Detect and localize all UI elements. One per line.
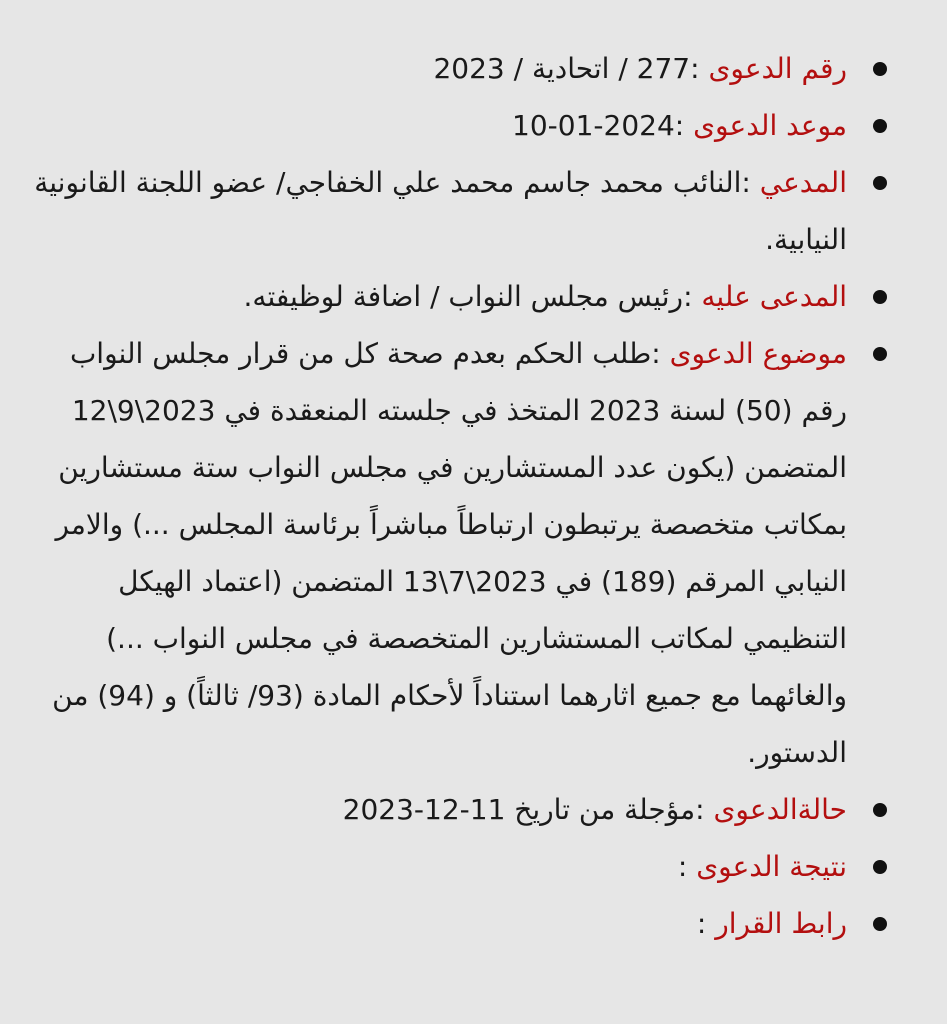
bullet-icon <box>873 347 887 361</box>
bullet-icon <box>873 860 887 874</box>
case-date-value: :2024-01-10 <box>512 109 685 142</box>
case-number-label: رقم الدعوى <box>708 52 847 85</box>
list-item-case-date <box>20 97 887 154</box>
case-status-label: حالةالدعوى <box>713 793 847 826</box>
list-item-case-subject <box>20 325 887 781</box>
list-item-decision-link <box>20 895 887 952</box>
list-item-case-result <box>20 838 887 895</box>
bullet-icon <box>873 62 887 76</box>
decision-link-label: رابط القرار <box>715 907 847 940</box>
bullet-icon <box>873 803 887 817</box>
list-item-case-number <box>20 40 887 97</box>
defendant-value: :رئيس مجلس النواب / اضافة لوظيفته. <box>243 280 693 313</box>
plaintiff-value: :النائب محمد جاسم محمد علي الخفاجي/ عضو اللجنة القانونية النيابية. <box>34 166 847 256</box>
case-subject-value: :طلب الحكم بعدم صحة كل من قرار مجلس النواب رقم (50) لسنة 2023 المتخذ في جلسته المنعقدة في 2023\9\12 المتضمن (يكون عدد المستشارين في مجلس النواب ستة مستشارين بمكاتب متخصصة يرتبطون ارتباطاً مباشراً برئاسة المجلس ...) والامر النيابي المرقم (189) في 2023\7\13 المتضمن (اعتماد الهيكل التنظيمي لمكاتب المستشارين المتخصصة في مجلس النواب ...) والغائهما مع جميع اثارهما استناداً لأحكام المادة (93/ ثالثاً) و (94) من الدستور. <box>52 337 847 769</box>
defendant-label: المدعى عليه <box>701 280 847 313</box>
case-date-label: موعد الدعوى <box>693 109 847 142</box>
bullet-icon <box>873 290 887 304</box>
case-result-value: : <box>677 850 688 883</box>
plaintiff-label: المدعي <box>759 166 847 199</box>
case-number-value: :277 / اتحادية / 2023 <box>433 52 700 85</box>
case-result-label: نتيجة الدعوى <box>696 850 847 883</box>
bullet-icon <box>873 119 887 133</box>
list-item-plaintiff <box>20 154 887 268</box>
list-item-defendant <box>20 268 887 325</box>
case-subject-label: موضوع الدعوى <box>669 337 847 370</box>
case-details-list <box>20 40 887 952</box>
case-status-value: :مؤجلة من تاريخ 11-12-2023 <box>342 793 705 826</box>
decision-link-value: : <box>696 907 707 940</box>
list-item-case-status <box>20 781 887 838</box>
bullet-icon <box>873 917 887 931</box>
bullet-icon <box>873 176 887 190</box>
